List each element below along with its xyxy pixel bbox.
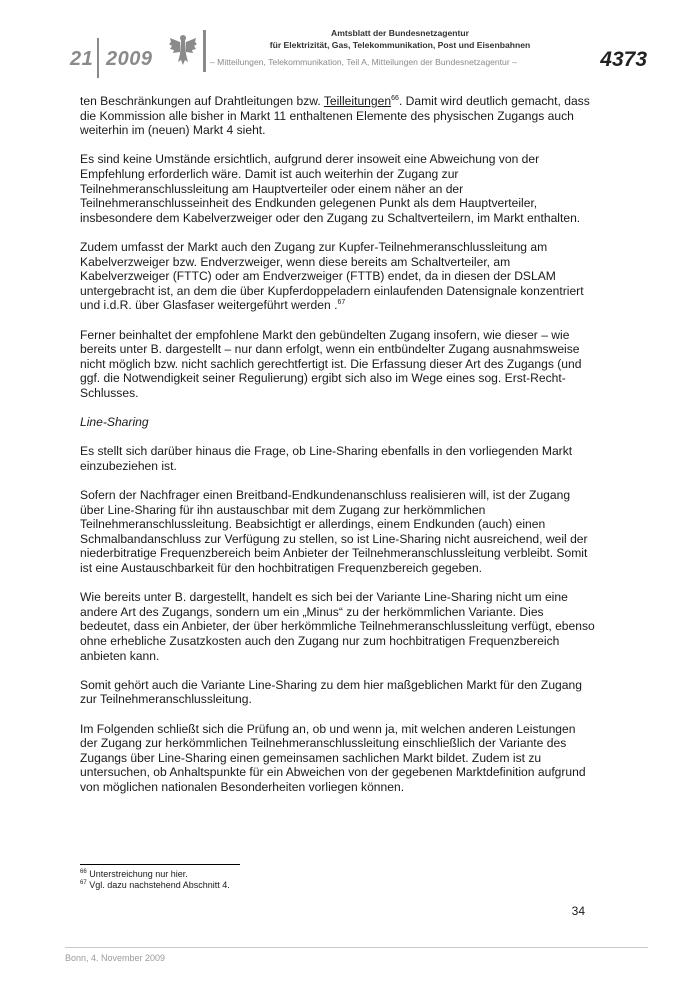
header-emblem-bar <box>203 30 206 72</box>
section-line: – Mitteilungen, Telekommunikation, Teil A, Mitteilungen der Bundesnetzagentur – <box>210 57 517 67</box>
federal-eagle-icon <box>168 32 198 68</box>
paragraph: Sofern der Nachfrager einen Breitband-Endkundenanschluss realisieren will, ist der Zugang über Line-Sharing für ihn austauschbar mit dem Zugang zur herkömmlichen Teilnehmeranschlussleitung. Beabsichtigt er allerdings, einem Endkunden (auch) einen Schmalbandanschluss zur Verfügung zu stellen, so ist Line-Sharing nicht ausreichend, weil der niederbitratige Frequenzbereich beim Anbieter der Teilnehmeranschlussleitung verbleibt. Somit ist eine Austauschbarkeit für den hochbitratigen Frequenzbereich gegeben. <box>80 488 588 575</box>
footnotes <box>80 869 230 891</box>
gazette-subtitle: für Elektrizität, Gas, Telekommunikation, Post und Eisenbahnen <box>269 40 531 50</box>
underlined-term: Teilleitungen <box>323 94 392 108</box>
section-heading: Line-Sharing <box>80 415 149 430</box>
footnote: $^{66}$ Unterstreichung nur hier. <box>80 869 188 879</box>
paragraph: Ferner beinhaltet der empfohlene Markt den gebündelten Zugang insofern, wie dieser – wie bereits unter B. dargestellt – nur dann erfolgt, wenn ein entbündelter Zugang ausnahmsweise nicht möglich bzw. nicht sachlich gerechtfertigt ist. Die Erfassung dieser Art des Zugangs (und ggf. die Notwendigkeit seiner Regulierung) ergibt sich also im Wege eines sog. Erst-Recht-Schlusses. <box>80 327 582 400</box>
paragraph: Somit gehört auch die Variante Line-Sharing zu dem hier maßgeblichen Markt für den Zugang zur Teilnehmeranschlussleitung. <box>80 677 582 707</box>
footer-divider <box>65 947 648 948</box>
issue-year: 2009 <box>106 48 153 70</box>
footnote-ref: 66 <box>391 94 399 102</box>
paragraph: Es sind keine Umstände ersichtlich, aufgrund derer insoweit eine Abweichung von der Empfehlung erforderlich wäre. Damit ist auch weiterhin der Zugang zur Teilnehmeranschlussleitung am Hauptverteiler oder einem näher an der Teilnehmeranschlusseinheit des Endkunden gelegenen Punkt als dem Hauptverteiler, insbesondere dem Kabelverzweiger oder den Zugang zu Schaltverteilern, im Markt enthalten. <box>80 152 581 225</box>
paragraph: ten Beschränkungen auf Drahtleitungen bzw. Teilleitungen$^{66}$. Damit wird deutlich gemacht, dass die Kommission alle bisher in Markt 11 enthaltenen Elemente des physischen Zugangs auch weiterhin im (neuen) Markt 4 sieht. <box>80 94 590 138</box>
paragraph: Es stellt sich darüber hinaus die Frage, ob Line-Sharing ebenfalls in den vorliegenden Markt einzubeziehen ist. <box>80 444 573 473</box>
footer-date: Bonn, 4. November 2009 <box>65 953 166 963</box>
paragraph: Wie bereits unter B. dargestellt, handelt es sich bei der Variante Line-Sharing nicht um eine andere Art des Zugangs, sondern um ein „Minus“ zu der herkömmlichen Variante. Dies bedeutet, dass ein Anbieter, der über herkömmliche Teilnehmeranschlussleitung verfügt, ebenso ohne erhebliche Zusatzkosten auch den Zugang nur zum hochbitratigen Frequenzbereich anbieten kann. <box>80 590 595 663</box>
issue-number: 21 <box>70 48 94 70</box>
gazette-title: Amtsblatt der Bundesnetzagentur <box>331 28 469 38</box>
paragraph: Zudem umfasst der Markt auch den Zugang zur Kupfer-Teilnehmeranschlussleitung am Kabelverzweiger bzw. Endverzweiger, wenn diese bereits am Schaltverteiler, am Kabelverzweiger (FTTC) oder am Endverzweiger (FTTB) endet, da in diesen der DSLAM untergebracht ist, an dem die über Kupferdoppeladern einlaufenden Datensignale konzentriert und i.d.R. über Glasfaser weitergeführt werden .$^{67}$ <box>80 239 584 313</box>
document-body <box>80 94 595 809</box>
local-page-number: 34 <box>571 904 585 918</box>
paragraph: Im Folgenden schließt sich die Prüfung an, ob und wenn ja, mit welchen anderen Leistungen der Zugang zur herkömmlichen Teilnehmeranschlussleitung einschließlich der Variante des Zugangs über Line-Sharing einen gemeinsamen sachlichen Markt bildet. Zudem ist zu untersuchen, ob Anhaltspunkte für ein Abweichen von der gegebenen Marktdefinition aufgrund von möglichen nationalen Besonderheiten vorliegen können. <box>80 721 586 794</box>
footnote-ref: 67 <box>337 299 346 307</box>
footnote: $^{67}$ Vgl. dazu nachstehend Abschnitt 4. <box>80 880 230 890</box>
footnote-divider <box>80 864 240 865</box>
gazette-page-number: 4373 <box>600 48 647 71</box>
header-divider <box>97 38 99 78</box>
